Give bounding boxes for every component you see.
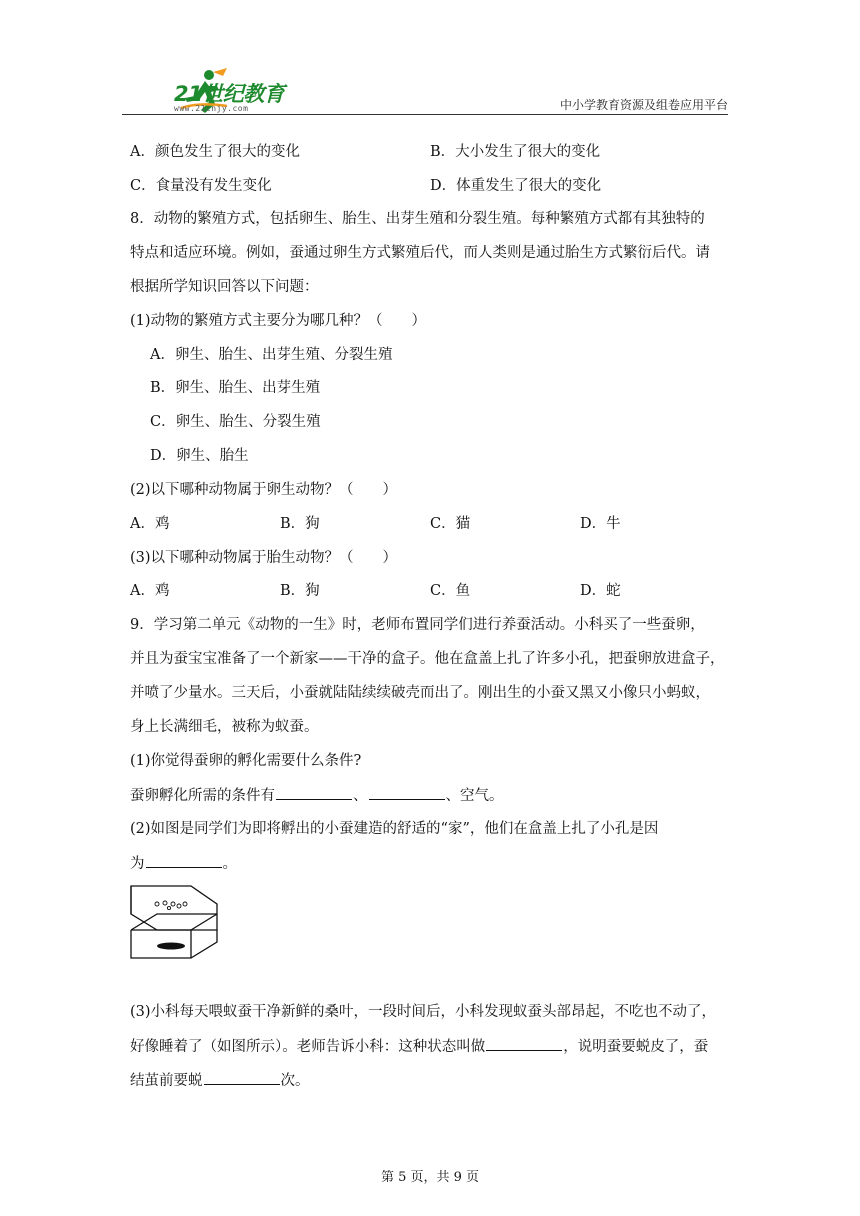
q9-sub3-middle: ，说明蚕要蜕皮了，蚕 bbox=[563, 1039, 709, 1055]
platform-name: 中小学教育资源及组卷应用平台 bbox=[559, 98, 728, 112]
q9-sub1-fill-prefix: 蚕卵孵化所需的条件有 bbox=[130, 788, 275, 804]
q9-sub2-line1: (2)如图是同学们为即将孵出的小蚕建造的舒适的“家”，他们在盒盖上扎了小孔是因 bbox=[130, 821, 659, 837]
q9-sub3-line1: (3)小科每天喂蚁蚕干净新鲜的桑叶，一段时间后，小科发现蚁蚕头部昂起，不吃也不动了， bbox=[130, 1004, 717, 1020]
q8-sub2-option-d: D．牛 bbox=[580, 516, 621, 532]
q9-sub3-prefix: 好像睡着了（如图所示）。老师告诉小科：这种状态叫做 bbox=[130, 1039, 486, 1055]
q8-sub2-option-a: A．鸡 bbox=[130, 516, 170, 532]
answer-blank-1[interactable] bbox=[276, 785, 352, 800]
q9-sub1-fill-suffix: 、空气。 bbox=[445, 788, 504, 804]
q9-sub3-line3-prefix: 结茧前要蜕 bbox=[130, 1073, 203, 1089]
page-header bbox=[122, 66, 728, 116]
logo-url: www.21cnjy.com bbox=[174, 104, 249, 113]
q8-sub2-option-c: C．猫 bbox=[430, 516, 471, 532]
q8-sub3-option-a: A．鸡 bbox=[130, 583, 170, 599]
q8-sub1-option-d: D．卵生、胎生 bbox=[150, 448, 249, 464]
q9-sub2-suffix: 。 bbox=[222, 856, 237, 872]
q9-sub3-line3 bbox=[130, 1070, 310, 1091]
logo-text: 21世纪教育 bbox=[174, 82, 285, 106]
q8-sub3: (3)以下哪种动物属于胎生动物？（ ） bbox=[130, 550, 398, 566]
q9-stem-line4: 身上长满细毛，被称为蚁蚕。 bbox=[130, 719, 319, 735]
q9-sub1: (1)你觉得蚕卵的孵化需要什么条件? bbox=[130, 753, 362, 769]
q9-sub1-fill-separator: 、 bbox=[353, 788, 368, 804]
q8-sub1: (1)动物的繁殖方式主要分为哪几种？（ ） bbox=[130, 313, 427, 329]
q7-option-b: B．大小发生了很大的变化 bbox=[430, 144, 601, 160]
q8-sub3-option-d: D．蛇 bbox=[580, 583, 621, 599]
q7-option-a: A．颜色发生了很大的变化 bbox=[130, 144, 300, 160]
q9-stem-line3: 并喷了少量水。三天后，小蚕就陆陆续续破壳而出了。刚出生的小蚕又黑又小像只小蚂蚁， bbox=[130, 685, 710, 701]
q8-sub3-option-b: B．狗 bbox=[280, 583, 320, 599]
q9-sub3-line2 bbox=[130, 1036, 708, 1057]
q9-sub1-fill-line bbox=[130, 785, 504, 806]
answer-blank-2[interactable] bbox=[369, 785, 445, 800]
q8-sub2-option-b: B．狗 bbox=[280, 516, 320, 532]
q9-sub2-prefix: 为 bbox=[130, 856, 145, 872]
q8-stem-line2: 特点和适应环境。例如，蚕通过卵生方式繁殖后代，而人类则是通过胎生方式繁衍后代。请 bbox=[130, 245, 710, 261]
answer-blank-5[interactable] bbox=[204, 1070, 280, 1085]
q7-option-d: D．体重发生了很大的变化 bbox=[430, 178, 602, 194]
q8-sub1-option-c: C．卵生、胎生、分裂生殖 bbox=[150, 414, 321, 430]
q8-sub1-option-a: A．卵生、胎生、出芽生殖、分裂生殖 bbox=[150, 347, 393, 363]
q8-sub1-option-b: B．卵生、胎生、出芽生殖 bbox=[150, 380, 321, 396]
header-divider bbox=[122, 114, 728, 115]
q9-stem-line2: 并且为蚕宝宝准备了一个新家——干净的盒子。他在盒盖上扎了许多小孔，把蚕卵放进盒子， bbox=[130, 651, 725, 667]
page-number: 第 5 页，共 9 页 bbox=[380, 1170, 480, 1185]
q8-stem-line3: 根据所学知识回答以下问题： bbox=[130, 279, 319, 295]
answer-blank-3[interactable] bbox=[146, 853, 222, 868]
q9-sub2-line2 bbox=[130, 853, 237, 874]
q8-sub2: (2)以下哪种动物属于卵生动物？（ ） bbox=[130, 482, 398, 498]
q8-sub3-option-c: C．鱼 bbox=[430, 583, 471, 599]
q8-stem-line1: 8．动物的繁殖方式，包括卵生、胎生、出芽生殖和分裂生殖。每种繁殖方式都有其独特的 bbox=[130, 211, 705, 227]
silkworm-box-illustration bbox=[129, 884, 219, 960]
q9-sub3-line3-suffix: 次。 bbox=[280, 1073, 310, 1089]
answer-blank-4[interactable] bbox=[486, 1036, 562, 1051]
q9-stem-line1: 9．学习第二单元《动物的一生》时，老师布置同学们进行养蚕活动。小科买了一些蚕卵， bbox=[130, 617, 705, 633]
q7-option-c: C．食量没有发生变化 bbox=[130, 178, 272, 194]
